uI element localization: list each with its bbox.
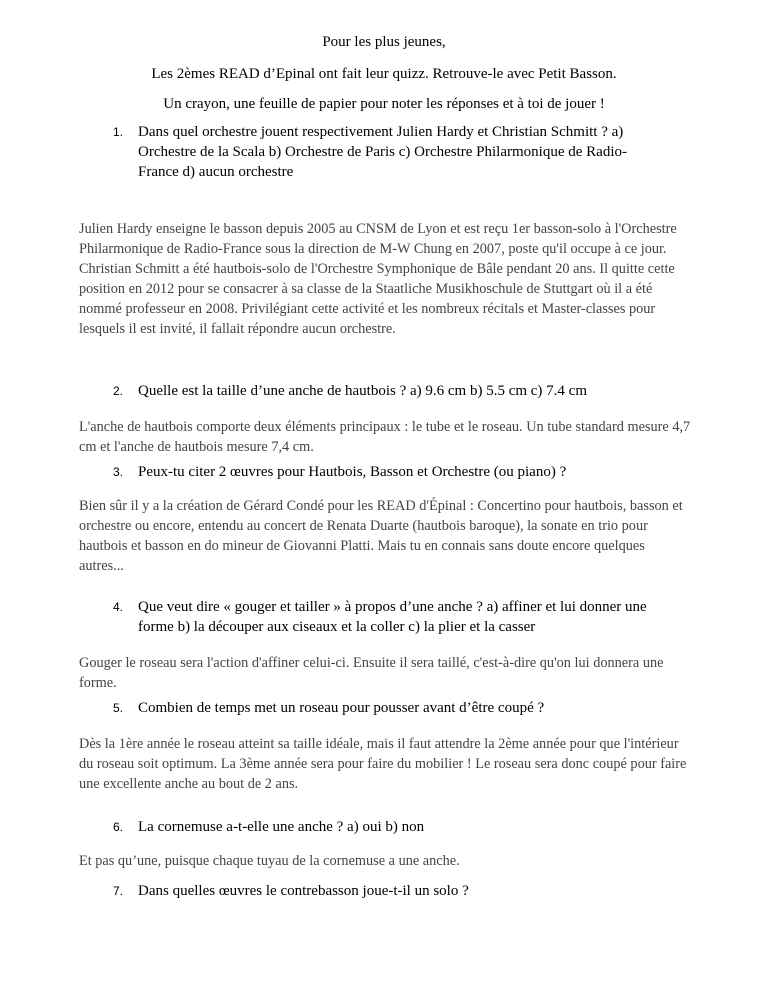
answer-2	[79, 417, 691, 457]
question-number: 2.	[113, 384, 124, 398]
question-text: Peux-tu citer 2 œuvres pour Hautbois, Basson et Orchestre (ou piano) ?	[138, 464, 567, 480]
question-3	[105, 462, 665, 482]
answer-paragraph: Julien Hardy enseigne le basson depuis 2005 au CNSM de Lyon et est reçu 1er basson-solo à l'Orchestre Philarmonique de Radio-France sous la direction de M-W Chung en 2007, poste qu'il occupe à ce jour.	[79, 221, 677, 257]
answer-paragraph: Christian Schmitt a été hautbois-solo de l'Orchestre Symphonique de Bâle pendant 20 ans. Il quitte cette position en 2012 pour se consacrer à sa classe de la Staatliche Musikhoschule de Stuttgart où il a été nommé professeur en 2008. Privilégiant cette activité et les nombreux récitals et Master-classes pour lesquels il est invité, il fallait répondre aucun orchestre.	[79, 261, 675, 337]
question-7	[105, 881, 665, 901]
question-number: 1.	[113, 125, 124, 139]
intro-line-2: Les 2èmes READ d’Epinal ont fait leur quizz. Retrouve-le avec Petit Basson.	[151, 66, 617, 82]
question-text: La cornemuse a-t-elle une anche ? a) oui b) non	[138, 819, 425, 835]
question-text: Que veut dire « gouger et tailler » à propos d’une anche ? a) affiner et lui donner une forme b) la découper aux ciseaux et la coller c) la plier et la casser	[138, 599, 647, 635]
question-number: 4.	[113, 600, 124, 614]
answer-4	[79, 653, 691, 693]
intro-line-3: Un crayon, une feuille de papier pour noter les réponses et à toi de jouer !	[163, 96, 605, 112]
intro-line-1: Pour les plus jeunes,	[322, 34, 446, 50]
answer-3	[79, 496, 691, 576]
question-number: 6.	[113, 820, 124, 834]
answer-paragraph: L'anche de hautbois comporte deux éléments principaux : le tube et le roseau. Un tube standard mesure 4,7 cm et l'anche de hautbois mesure 7,4 cm.	[79, 419, 691, 455]
question-number: 7.	[113, 884, 124, 898]
answer-paragraph: Bien sûr il y a la création de Gérard Condé pour les READ d'Épinal : Concertino pour hautbois, basson et orchestre ou encore, entendu au concert de Renata Duarte (hautbois baroque), la sonate en trio pour hautbois et basson en do mineur de Giovanni Platti. Mais tu en connais sans doute encore quelques autres...	[79, 498, 683, 574]
question-5	[105, 698, 665, 718]
question-text: Dans quelles œuvres le contrebasson joue-t-il un solo ?	[138, 883, 469, 899]
answer-6	[79, 851, 691, 871]
question-text: Dans quel orchestre jouent respectivement Julien Hardy et Christian Schmitt ? a) Orchestre de la Scala b) Orchestre de Paris c) Orchestre Philarmonique de Radio-France d) aucun orchestre	[138, 124, 627, 180]
answer-paragraph: Dès la 1ère année le roseau atteint sa taille idéale, mais il faut attendre la 2ème année pour que l'intérieur du roseau soit optimum. La 3ème année sera pour faire du mobilier ! Le roseau sera donc coupé pour faire une excellente anche au bout de 2 ans.	[79, 736, 687, 792]
answer-1	[79, 219, 691, 339]
answer-5	[79, 734, 691, 794]
question-text: Quelle est la taille d’une anche de hautbois ? a) 9.6 cm b) 5.5 cm c) 7.4 cm	[138, 383, 588, 399]
question-number: 3.	[113, 465, 124, 479]
answer-paragraph: Et pas qu’une, puisque chaque tuyau de la cornemuse a une anche.	[79, 853, 460, 869]
question-4	[105, 597, 665, 637]
answer-paragraph: Gouger le roseau sera l'action d'affiner celui-ci. Ensuite il sera taillé, c'est-à-dire qu'on lui donnera une forme.	[79, 655, 664, 691]
question-2	[105, 381, 665, 401]
question-6	[105, 817, 665, 837]
question-text: Combien de temps met un roseau pour pousser avant d’être coupé ?	[138, 700, 545, 716]
question-1	[105, 122, 665, 182]
question-number: 5.	[113, 701, 124, 715]
